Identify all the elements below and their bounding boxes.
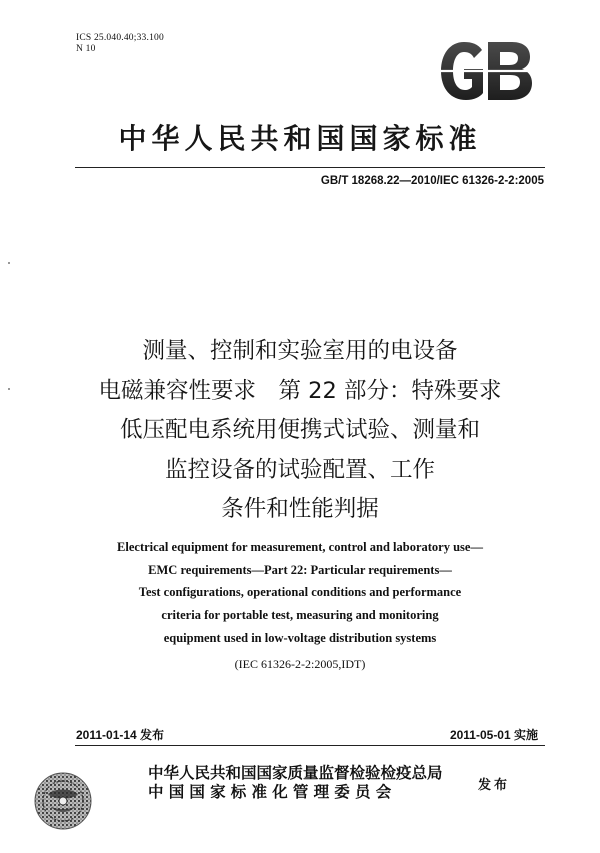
issuer-aqsiq: 中华人民共和国国家质量监督检验检疫总局 (148, 764, 443, 782)
implementation-date: 2011-05-01 实施 (449, 728, 538, 742)
chinese-title-line: 监控设备的试验配置、工作 (164, 456, 435, 483)
english-title-line: Test configurations, operational conditions and performance (138, 585, 462, 600)
ics-code: ICS 25.040.40;33.100 (76, 33, 164, 43)
english-title-line: Electrical equipment for measurement, control and laboratory use— (117, 540, 483, 554)
issuing-authorities (148, 764, 443, 802)
english-title-line: EMC requirements—Part 22: Particular requirements— (148, 562, 452, 577)
english-title-line: criteria for portable test, measuring and monitoring (161, 608, 439, 623)
chinese-title-line: 电磁兼容性要求 第 22 部分：特殊要求 (98, 377, 502, 404)
bottom-divider (75, 745, 545, 746)
standard-number: GB/T 18268.22—2010/IEC 61326-2-2:2005 (320, 175, 544, 187)
issuer-sac: 中国国家标准化管理委员会 (148, 783, 397, 801)
english-title (0, 536, 600, 650)
chinese-title (0, 332, 600, 530)
national-standard-title: 中华人民共和国国家标准 (118, 122, 482, 155)
chinese-title-line: 条件和性能判据 (221, 496, 379, 522)
ccs-code: N 10 (76, 44, 96, 54)
scan-speck (8, 262, 10, 264)
english-title-line: equipment used in low-voltage distribution systems (163, 630, 437, 645)
top-divider (75, 167, 545, 168)
equivalence-note: (IEC 61326-2-2:2005,IDT) (234, 657, 366, 671)
issue-date: 2011-01-14 发布 (76, 728, 165, 742)
classification-codes (76, 33, 164, 55)
chinese-title-line: 低压配电系统用便携式试验、测量和 (119, 417, 480, 443)
gb-logo (438, 36, 534, 106)
chinese-title-line: 测量、控制和实验室用的电设备 (142, 338, 458, 364)
anti-counterfeit-seal-icon (34, 772, 92, 830)
publish-label: 发布 (478, 778, 511, 793)
